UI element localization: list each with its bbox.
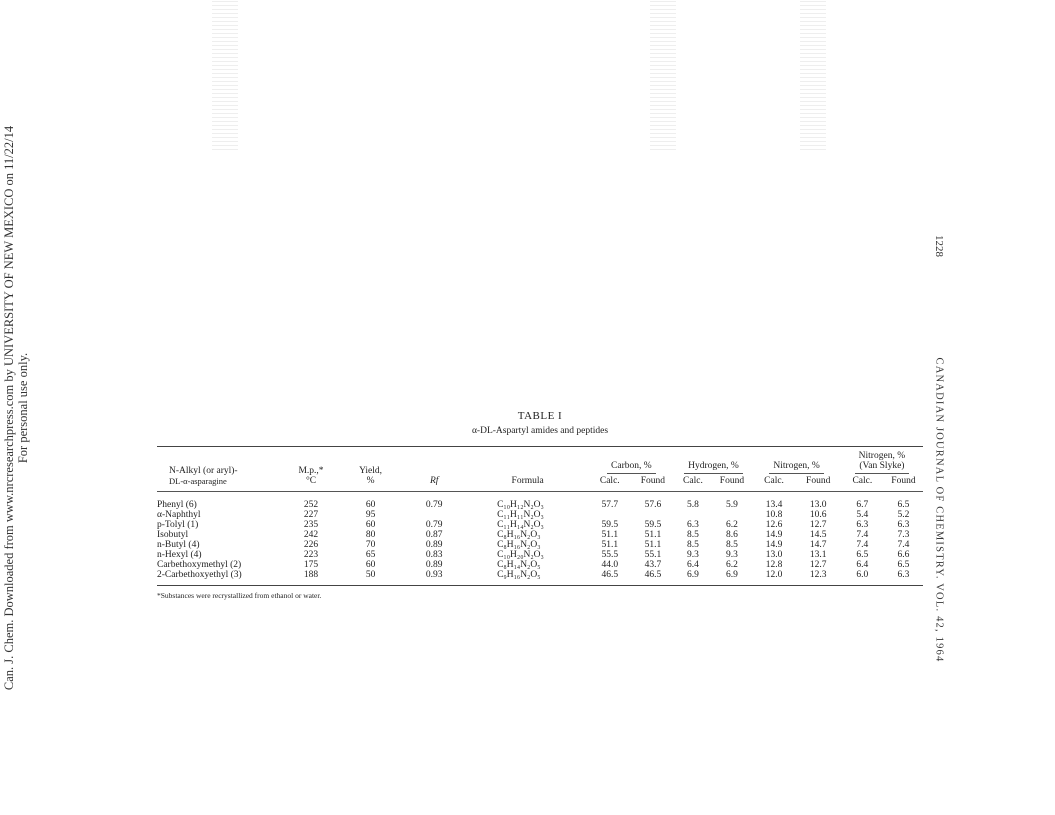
cell-h-calc: 6.3 <box>687 520 699 530</box>
data-table <box>157 447 923 585</box>
cell-h-calc: 5.8 <box>687 500 699 510</box>
header-hydrogen-label: Hydrogen, % <box>684 461 743 474</box>
cell-yield: 70 <box>365 540 376 550</box>
header-carbon-found: Found <box>640 476 666 486</box>
cell-h-calc: 6.4 <box>687 560 699 570</box>
cell-c-found: 55.1 <box>644 550 662 560</box>
table-title: TABLE I <box>517 410 563 422</box>
cell-rf: 0.79 <box>425 520 443 530</box>
cell-nvs-calc: 6.5 <box>856 550 869 560</box>
header-compound-line2: DL-α-asparagine <box>169 476 227 486</box>
header-hydrogen <box>674 447 752 476</box>
cell-n-found: 14.7 <box>809 540 827 550</box>
cell-c-calc: 46.5 <box>601 570 619 580</box>
cell-formula: C₉H₁₆N₂O₅ <box>497 570 541 580</box>
cell-n-found: 13.0 <box>809 500 827 510</box>
cell-nvs-found: 7.4 <box>897 540 910 550</box>
scan-artifact <box>800 0 826 150</box>
header-yield <box>340 447 402 492</box>
download-note-line2: For personal use only. <box>16 352 30 464</box>
cell-mp: 252 <box>303 500 319 510</box>
header-nitrogen <box>752 447 840 476</box>
cell-yield: 80 <box>365 530 376 540</box>
cell-nvs-found: 6.5 <box>897 500 910 510</box>
cell-h-found: 8.5 <box>726 540 738 550</box>
cell-n-calc: 10.8 <box>765 510 783 520</box>
cell-name: α-Naphthyl <box>157 510 201 520</box>
cell-nvs-calc: 7.4 <box>856 530 869 540</box>
cell-yield: 50 <box>365 570 376 580</box>
cell-mp: 175 <box>303 560 319 570</box>
cell-c-found: 59.5 <box>644 520 662 530</box>
cell-name: Carbethoxymethyl (2) <box>157 560 242 570</box>
header-rf: Rf <box>429 476 439 486</box>
cell-h-found: 9.3 <box>726 550 738 560</box>
header-yield-line1: Yield, <box>359 466 383 476</box>
cell-h-calc: 8.5 <box>687 540 699 550</box>
cell-name: n-Hexyl (4) <box>157 550 202 560</box>
cell-n-found: 12.3 <box>809 570 827 580</box>
cell-formula: C₈H₁₄N₂O₅ <box>497 560 541 570</box>
cell-yield: 65 <box>365 550 376 560</box>
header-nvs-line2: (Van Slyke) <box>859 461 905 471</box>
cell-n-found: 10.6 <box>809 510 827 520</box>
header-compound-line1: N-Alkyl (or aryl)- <box>169 466 238 476</box>
cell-formula: C₁₀H₂₀N₂O₃ <box>497 550 544 560</box>
cell-nvs-calc: 6.7 <box>856 500 869 510</box>
cell-h-found: 5.9 <box>726 500 738 510</box>
cell-name: Phenyl (6) <box>157 500 197 510</box>
cell-rf: 0.93 <box>425 570 443 580</box>
header-nitrogen-calc: Calc. <box>764 476 784 486</box>
cell-name: n-Butyl (4) <box>157 540 200 550</box>
table-row <box>157 550 923 560</box>
cell-mp: 235 <box>303 520 319 530</box>
cell-h-calc: 9.3 <box>687 550 699 560</box>
cell-name: p-Tolyl (1) <box>157 520 199 530</box>
cell-name: 2-Carbethoxyethyl (3) <box>157 570 242 580</box>
cell-h-calc: 8.5 <box>687 530 699 540</box>
header-hydrogen-calc: Calc. <box>683 476 703 486</box>
cell-c-calc: 51.1 <box>601 530 619 540</box>
cell-mp: 242 <box>303 530 319 540</box>
cell-nvs-found: 6.5 <box>897 560 910 570</box>
cell-rf: 0.83 <box>425 550 443 560</box>
cell-n-found: 13.1 <box>809 550 827 560</box>
cell-c-calc: 51.1 <box>601 540 619 550</box>
header-formula: Formula <box>511 476 544 486</box>
cell-c-calc: 57.7 <box>601 500 619 510</box>
cell-c-found: 51.1 <box>644 540 662 550</box>
cell-formula: C₈H₁₆N₂O₃ <box>497 530 541 540</box>
table-row <box>157 520 923 530</box>
running-head: CANADIAN JOURNAL OF CHEMISTRY. VOL. 42, 1964 <box>933 357 945 663</box>
cell-rf: 0.87 <box>425 530 443 540</box>
cell-c-calc: 55.5 <box>601 550 619 560</box>
cell-h-found <box>711 510 752 520</box>
table-row <box>157 510 923 520</box>
cell-n-calc: 13.4 <box>765 500 783 510</box>
header-hydrogen-found: Found <box>719 476 745 486</box>
cell-nvs-found: 6.3 <box>897 570 910 580</box>
cell-yield: 60 <box>365 560 376 570</box>
download-note-line1: Can. J. Chem. Downloaded from www.nrcresearchpress.com by UNIVERSITY OF NEW MEXICO on 11/22/14 <box>2 125 16 691</box>
cell-c-calc <box>588 510 631 520</box>
table-row <box>157 570 923 585</box>
cell-h-found: 8.6 <box>726 530 738 540</box>
cell-mp: 226 <box>303 540 319 550</box>
cell-h-found: 6.2 <box>726 560 738 570</box>
cell-nvs-calc: 6.0 <box>856 570 869 580</box>
header-mp-line2: °C <box>305 476 317 486</box>
cell-formula: C₁₁H₁₁N₂O₃ <box>497 510 544 520</box>
header-yield-line2: % <box>366 476 375 486</box>
cell-n-calc: 12.0 <box>765 570 783 580</box>
bottom-rule <box>157 585 923 586</box>
table-footnote: *Substances were recrystallized from ethanol or water. <box>157 591 322 600</box>
table-row <box>157 492 923 510</box>
download-margin-note <box>2 28 30 788</box>
cell-rf <box>401 510 467 520</box>
header-nitrogen-vanslyke-label <box>855 451 909 474</box>
cell-yield: 60 <box>365 500 376 510</box>
cell-n-found: 12.7 <box>809 560 827 570</box>
cell-c-found: 57.6 <box>644 500 662 510</box>
table-row <box>157 540 923 550</box>
cell-n-calc: 14.9 <box>765 540 783 550</box>
page-number: 1228 <box>933 235 945 257</box>
cell-c-calc: 59.5 <box>601 520 619 530</box>
cell-n-calc: 12.6 <box>765 520 783 530</box>
cell-c-calc: 44.0 <box>601 560 619 570</box>
cell-h-found: 6.2 <box>726 520 738 530</box>
header-nvs-line1: Nitrogen, % <box>858 451 906 461</box>
cell-mp: 223 <box>303 550 319 560</box>
cell-h-calc <box>674 510 711 520</box>
cell-nvs-calc: 6.4 <box>856 560 869 570</box>
cell-h-calc: 6.9 <box>687 570 699 580</box>
cell-n-calc: 12.8 <box>765 560 783 570</box>
cell-nvs-found: 5.2 <box>897 510 910 520</box>
cell-nvs-found: 7.3 <box>897 530 910 540</box>
cell-nvs-calc: 7.4 <box>856 540 869 550</box>
cell-mp: 227 <box>303 510 319 520</box>
table-block <box>157 410 923 600</box>
header-nitrogen-found: Found <box>806 476 831 486</box>
cell-mp: 188 <box>303 570 319 580</box>
cell-c-found: 46.5 <box>644 570 662 580</box>
header-carbon-calc: Calc. <box>599 476 620 486</box>
cell-name: Isobutyl <box>157 530 189 540</box>
cell-n-found: 14.5 <box>809 530 827 540</box>
cell-c-found: 43.7 <box>644 560 662 570</box>
table-row <box>157 530 923 540</box>
cell-nvs-calc: 5.4 <box>856 510 869 520</box>
cell-rf: 0.79 <box>425 500 443 510</box>
cell-n-calc: 13.0 <box>765 550 783 560</box>
cell-nvs-found: 6.3 <box>897 520 910 530</box>
header-nvs-calc: Calc. <box>852 476 873 486</box>
cell-h-found: 6.9 <box>726 570 738 580</box>
cell-rf: 0.89 <box>425 540 443 550</box>
header-carbon-label: Carbon, % <box>607 461 656 474</box>
cell-c-found <box>631 510 674 520</box>
header-nvs-found: Found <box>891 476 916 486</box>
header-carbon <box>588 447 674 476</box>
table-subtitle: α-DL-Aspartyl amides and peptides <box>471 426 609 436</box>
scan-artifact <box>212 0 238 150</box>
header-nitrogen-vanslyke <box>841 447 923 476</box>
scan-artifact <box>650 0 676 150</box>
header-mp <box>282 447 340 492</box>
cell-c-found: 51.1 <box>644 530 662 540</box>
cell-formula: C₈H₁₆N₂O₃ <box>497 540 541 550</box>
cell-nvs-found: 6.6 <box>897 550 910 560</box>
cell-n-calc: 14.9 <box>765 530 783 540</box>
cell-yield: 95 <box>365 510 376 520</box>
header-compound <box>157 447 282 492</box>
cell-nvs-calc: 6.3 <box>856 520 869 530</box>
cell-formula: C₁₁H₁₄N₂O₃ <box>497 520 544 530</box>
cell-n-found: 12.7 <box>809 520 827 530</box>
header-mp-line1: M.p.,* <box>298 466 324 476</box>
cell-formula: C₁₀H₁₂N₂O₃ <box>497 500 544 510</box>
cell-rf: 0.89 <box>425 560 443 570</box>
header-nitrogen-label: Nitrogen, % <box>769 461 823 474</box>
table-row <box>157 560 923 570</box>
cell-yield: 60 <box>365 520 376 530</box>
